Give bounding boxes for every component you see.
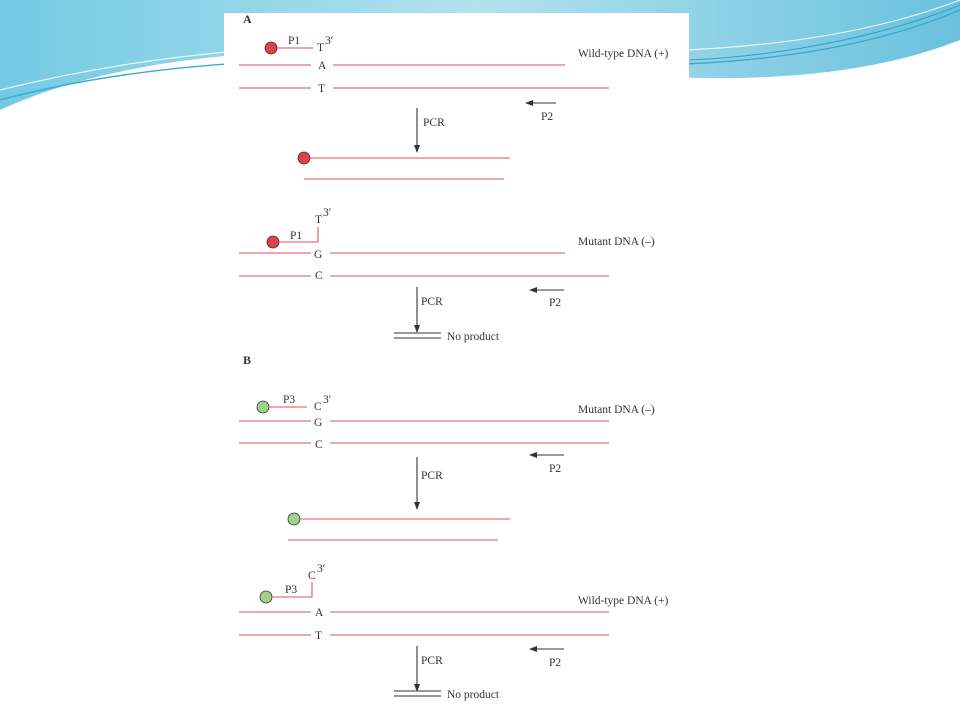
complement-base: C — [315, 270, 323, 282]
red-circle-icon — [267, 236, 279, 248]
reverse-primer-label: P2 — [549, 463, 562, 475]
primer-p1-label: P1 — [288, 35, 301, 47]
panel-a-mutant-group — [239, 207, 655, 343]
panel-b-heading: B — [243, 353, 252, 367]
three-prime-mark: 3′ — [323, 207, 332, 219]
pcr-label: PCR — [421, 470, 443, 482]
strand-label: Wild-type DNA (+) — [578, 48, 669, 60]
strand-label: Mutant DNA (–) — [578, 404, 655, 416]
three-prime-mark: 3′ — [325, 35, 334, 47]
template-base: G — [314, 417, 323, 429]
green-circle-icon — [260, 591, 272, 603]
complement-base: C — [315, 439, 323, 451]
three-prime-mark: 3′ — [317, 563, 326, 575]
pcr-label: PCR — [421, 296, 443, 308]
primer-end-base: T — [317, 42, 325, 54]
primer-p1-label: P1 — [290, 230, 303, 242]
pcr-label: PCR — [423, 117, 445, 129]
panel-a-wildtype-group — [239, 35, 669, 179]
red-circle-icon — [265, 42, 277, 54]
primer-end-base: C — [308, 570, 316, 582]
panel-b-wildtype-group — [239, 563, 669, 701]
template-base: G — [314, 249, 323, 261]
strand-label: Mutant DNA (–) — [578, 236, 655, 248]
reverse-primer-label: P2 — [549, 657, 562, 669]
complement-base: T — [315, 630, 323, 642]
template-base: A — [315, 607, 324, 619]
reverse-primer-label: P2 — [549, 297, 562, 309]
strand-label: Wild-type DNA (+) — [578, 595, 669, 607]
panel-b-mutant-group — [239, 394, 655, 540]
primer-p3-label: P3 — [285, 584, 298, 596]
diagram-panel — [224, 13, 689, 720]
pcr-label: PCR — [421, 655, 443, 667]
red-circle-icon — [298, 152, 310, 164]
complement-base: T — [318, 83, 326, 95]
panel-a-heading: A — [243, 13, 252, 26]
primer-end-base: C — [314, 401, 322, 413]
green-circle-icon — [257, 401, 269, 413]
no-product-label: No product — [447, 689, 500, 701]
primer-end-base: T — [315, 214, 323, 226]
template-base: A — [318, 60, 327, 72]
primer-p3-label: P3 — [283, 394, 296, 406]
green-circle-icon — [288, 513, 300, 525]
no-product-label: No product — [447, 331, 500, 343]
three-prime-mark: 3′ — [323, 394, 332, 406]
reverse-primer-label: P2 — [541, 111, 554, 123]
allele-specific-pcr-diagram — [224, 13, 689, 720]
